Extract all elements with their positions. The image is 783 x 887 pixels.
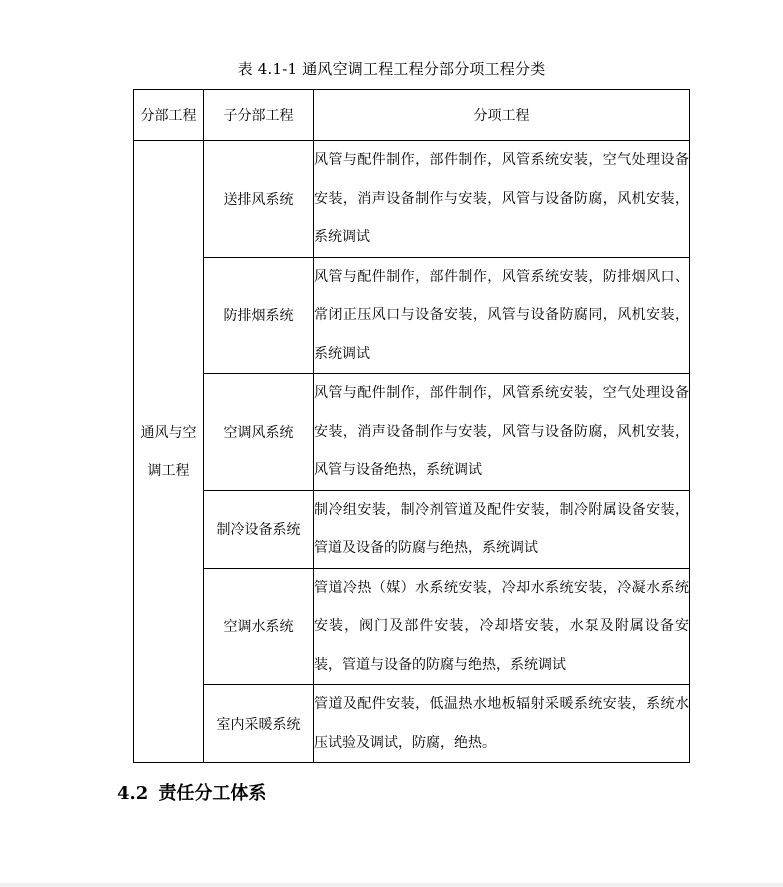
header-items: 分项工程 (314, 90, 690, 141)
items-cell: 制冷组安装，制冷剂管道及配件安装，制冷附属设备安装，管道及设备的防腐与绝热，系统调试 (314, 490, 690, 568)
items-cell: 管道冷热（媒）水系统安装，冷却水系统安装，冷凝水系统安装，阀门及部件安装，冷却塔安装，水泵及附属设备安装，管道与设备的防腐与绝热，系统调试 (314, 568, 690, 685)
subdivision-cell: 防排烟系统 (204, 257, 314, 374)
subdivision-cell: 空调水系统 (204, 568, 314, 685)
header-subdivision: 子分部工程 (204, 90, 314, 141)
section-heading (117, 779, 266, 805)
section-number: 4.2 (117, 783, 149, 804)
table-caption: 表 4.1-1 通风空调工程工程分部分项工程分类 (237, 60, 546, 78)
items-cell: 风管与配件制作，部件制作，风管系统安装，空气处理设备安装，消声设备制作与安装，风管与设备防腐，风机安装，系统调试 (314, 141, 690, 258)
table-row (134, 490, 690, 568)
section-title: 责任分工体系 (158, 783, 267, 804)
items-cell: 管道及配件安装，低温热水地板辐射采暖系统安装，系统水压试验及调试，防腐，绝热。 (314, 685, 690, 763)
subdivision-cell: 送排风系统 (204, 141, 314, 258)
table-row (134, 257, 690, 374)
items-cell: 风管与配件制作，部件制作，风管系统安装，防排烟风口、常闭正压风口与设备安装，风管与设备防腐同，风机安装，系统调试 (314, 257, 690, 374)
items-cell: 风管与配件制作，部件制作，风管系统安装，空气处理设备安装，消声设备制作与安装，风管与设备防腐，风机安装，风管与设备绝热，系统调试 (314, 374, 690, 491)
table-row (134, 685, 690, 763)
subdivision-cell: 室内采暖系统 (204, 685, 314, 763)
division-cell: 通风与空调工程 (134, 141, 204, 763)
table-row (134, 141, 690, 258)
page-bottom-edge (0, 883, 783, 887)
table-row (134, 374, 690, 491)
table-row (134, 568, 690, 685)
header-division: 分部工程 (134, 90, 204, 141)
subdivision-cell: 制冷设备系统 (204, 490, 314, 568)
classification-table (133, 89, 690, 763)
table-header-row (134, 90, 690, 141)
subdivision-cell: 空调风系统 (204, 374, 314, 491)
